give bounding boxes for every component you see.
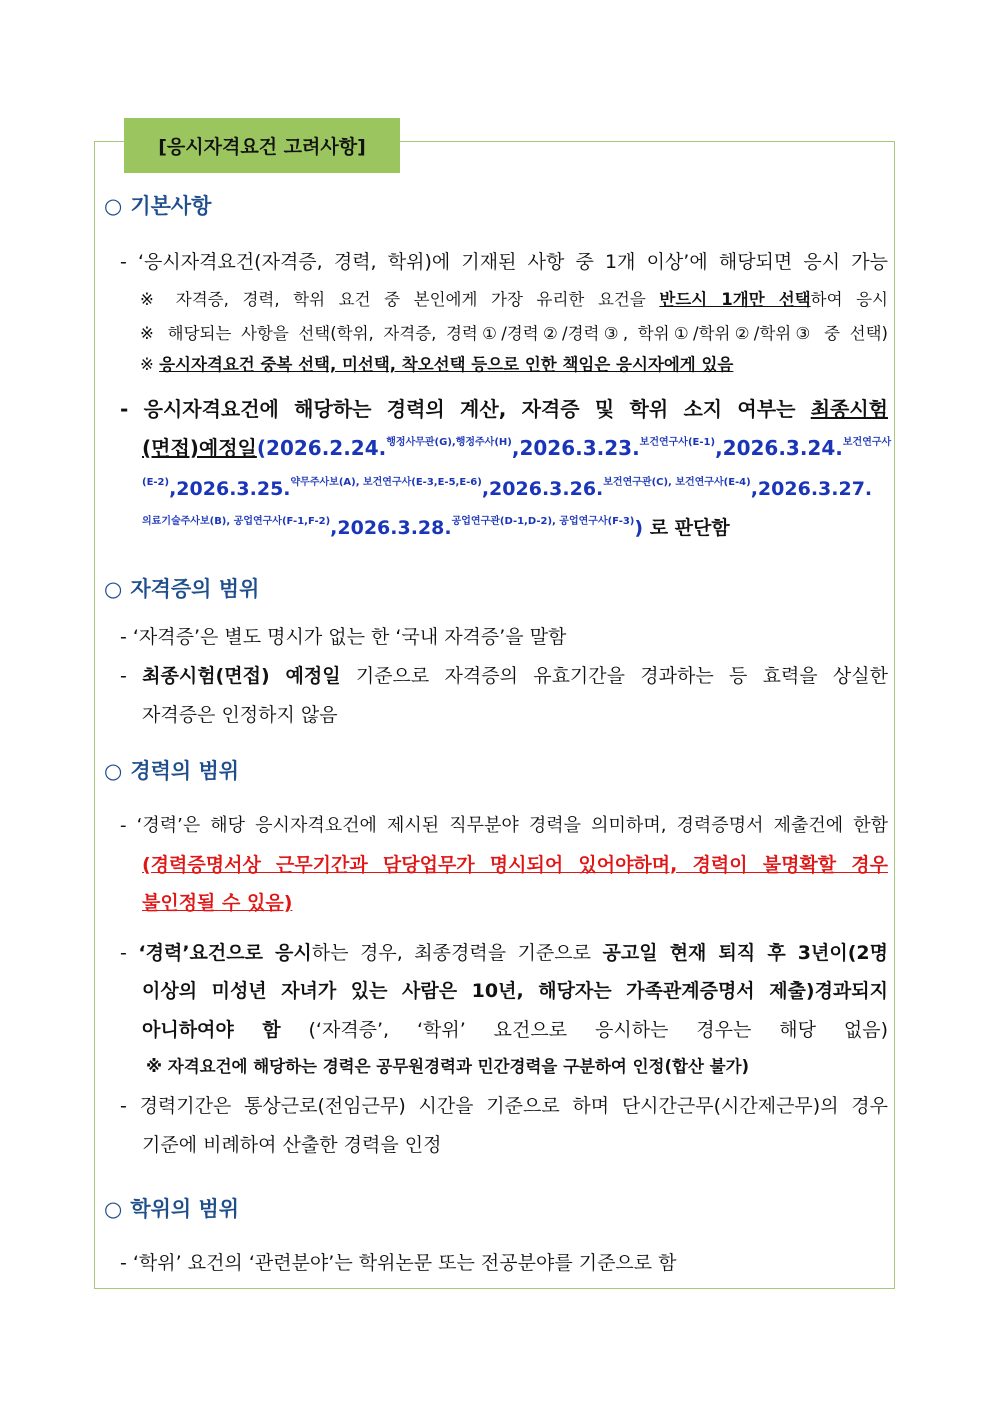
exam-dates-line-1: (면접)예정일(2026.2.24.$^{행정사무관(G),행정주사(H)}$,2026.3.23.$^{보건연구사(E-1)}$,2026.3.24.$^{보건연구사}$ xyxy=(142,436,892,460)
career-line-5: - 경력기간은 통상근로(전임근무) 시간을 기준으로 하며 단시간근무(시간제근무)의 경우 xyxy=(120,1095,888,1117)
career-line-4: 아니하여야 함 (‘자격증’, ‘학위’ 요건으로 응시하는 경우는 해당 없음) xyxy=(142,1019,888,1041)
certificate-line-2: - 최종시험(면접) 예정일 기준으로 자격증의 유효기간을 경과하는 등 효력을 상실한 xyxy=(120,665,888,687)
circle-bullet-icon: ○ xyxy=(104,759,123,783)
career-line-3: 이상의 미성년 자녀가 있는 사람은 10년, 해당자는 가족관계증명서 제출)경과되지 xyxy=(142,980,888,1002)
basic-note-2: ※ 해당되는 사항을 선택(학위, 자격증, 경력①/경력②/경력③, 학위①/학위②/학위③ 중 선택) xyxy=(140,324,888,343)
basic-line-2: - 응시자격요건에 해당하는 경력의 계산, 자격증 및 학위 소지 여부는 최종시험 xyxy=(120,397,888,421)
heading-certificate: ○ 자격증의 범위 xyxy=(104,577,260,601)
heading-basic: ○ 기본사항 xyxy=(104,194,212,218)
career-line-2: - ‘경력’요건으로 응시하는 경우, 최종경력을 기준으로 공고일 현재 퇴직 후 3년이(2명 xyxy=(120,942,888,964)
certificate-line-3: 자격증은 인정하지 않음 xyxy=(142,704,338,726)
circle-bullet-icon: ○ xyxy=(104,1197,123,1221)
basic-note-1: ※ 자격증, 경력, 학위 요건 중 본인에게 가장 유리한 요건을 반드시 1개만 선택하여 응시 xyxy=(140,290,888,309)
circle-bullet-icon: ○ xyxy=(104,194,123,218)
degree-line-1: - ‘학위’ 요건의 ‘관련분야’는 학위논문 또는 전공분야를 기준으로 함 xyxy=(120,1252,677,1274)
career-line-1: - ‘경력’은 해당 응시자격요건에 제시된 직무분야 경력을 의미하며, 경력증명서 제출건에 한함 xyxy=(120,815,888,836)
heading-degree: ○ 학위의 범위 xyxy=(104,1197,240,1221)
basic-line-1: - ‘응시자격요건(자격증, 경력, 학위)에 기재된 사항 중 1개 이상’에 해당되면 응시 가능 xyxy=(120,251,888,273)
exam-dates-line-3: $^{의료기술주사보(B), 공업연구사(F-1,F-2)}$,2026.3.28.$^{공업연구관(D-1,D-2), 공업연구사(F-3)}$) 로 판단함 xyxy=(142,516,730,539)
certificate-line-1: - ‘자격증’은 별도 명시가 없는 한 ‘국내 자격증’을 말함 xyxy=(120,626,567,648)
career-red-line-2: 불인정될 수 있음) xyxy=(142,892,293,914)
career-red-line-1: (경력증명서상 근무기간과 담당업무가 명시되어 있어야하며, 경력이 불명확할 경우 xyxy=(142,854,888,876)
heading-career: ○ 경력의 범위 xyxy=(104,759,240,783)
career-note: ※ 자격요건에 해당하는 경력은 공무원경력과 민간경력을 구분하여 인정(합산 불가) xyxy=(146,1057,750,1076)
exam-dates-line-2: $^{(E-2)}$,2026.3.25.$^{약무주사보(A), 보건연구사(E-3,E-5,E-6)}$,2026.3.26.$^{보건연구관(C), 보건연구사(E-4)}$,2026.3.27. xyxy=(142,477,873,500)
basic-note-3: ※ 응시자격요건 중복 선택, 미선택, 착오선택 등으로 인한 책임은 응시자에게 있음 xyxy=(140,355,734,374)
section-title: [응시자격요건 고려사항] xyxy=(124,118,400,173)
circle-bullet-icon: ○ xyxy=(104,577,123,601)
career-line-6: 기준에 비례하여 산출한 경력을 인정 xyxy=(142,1134,442,1156)
